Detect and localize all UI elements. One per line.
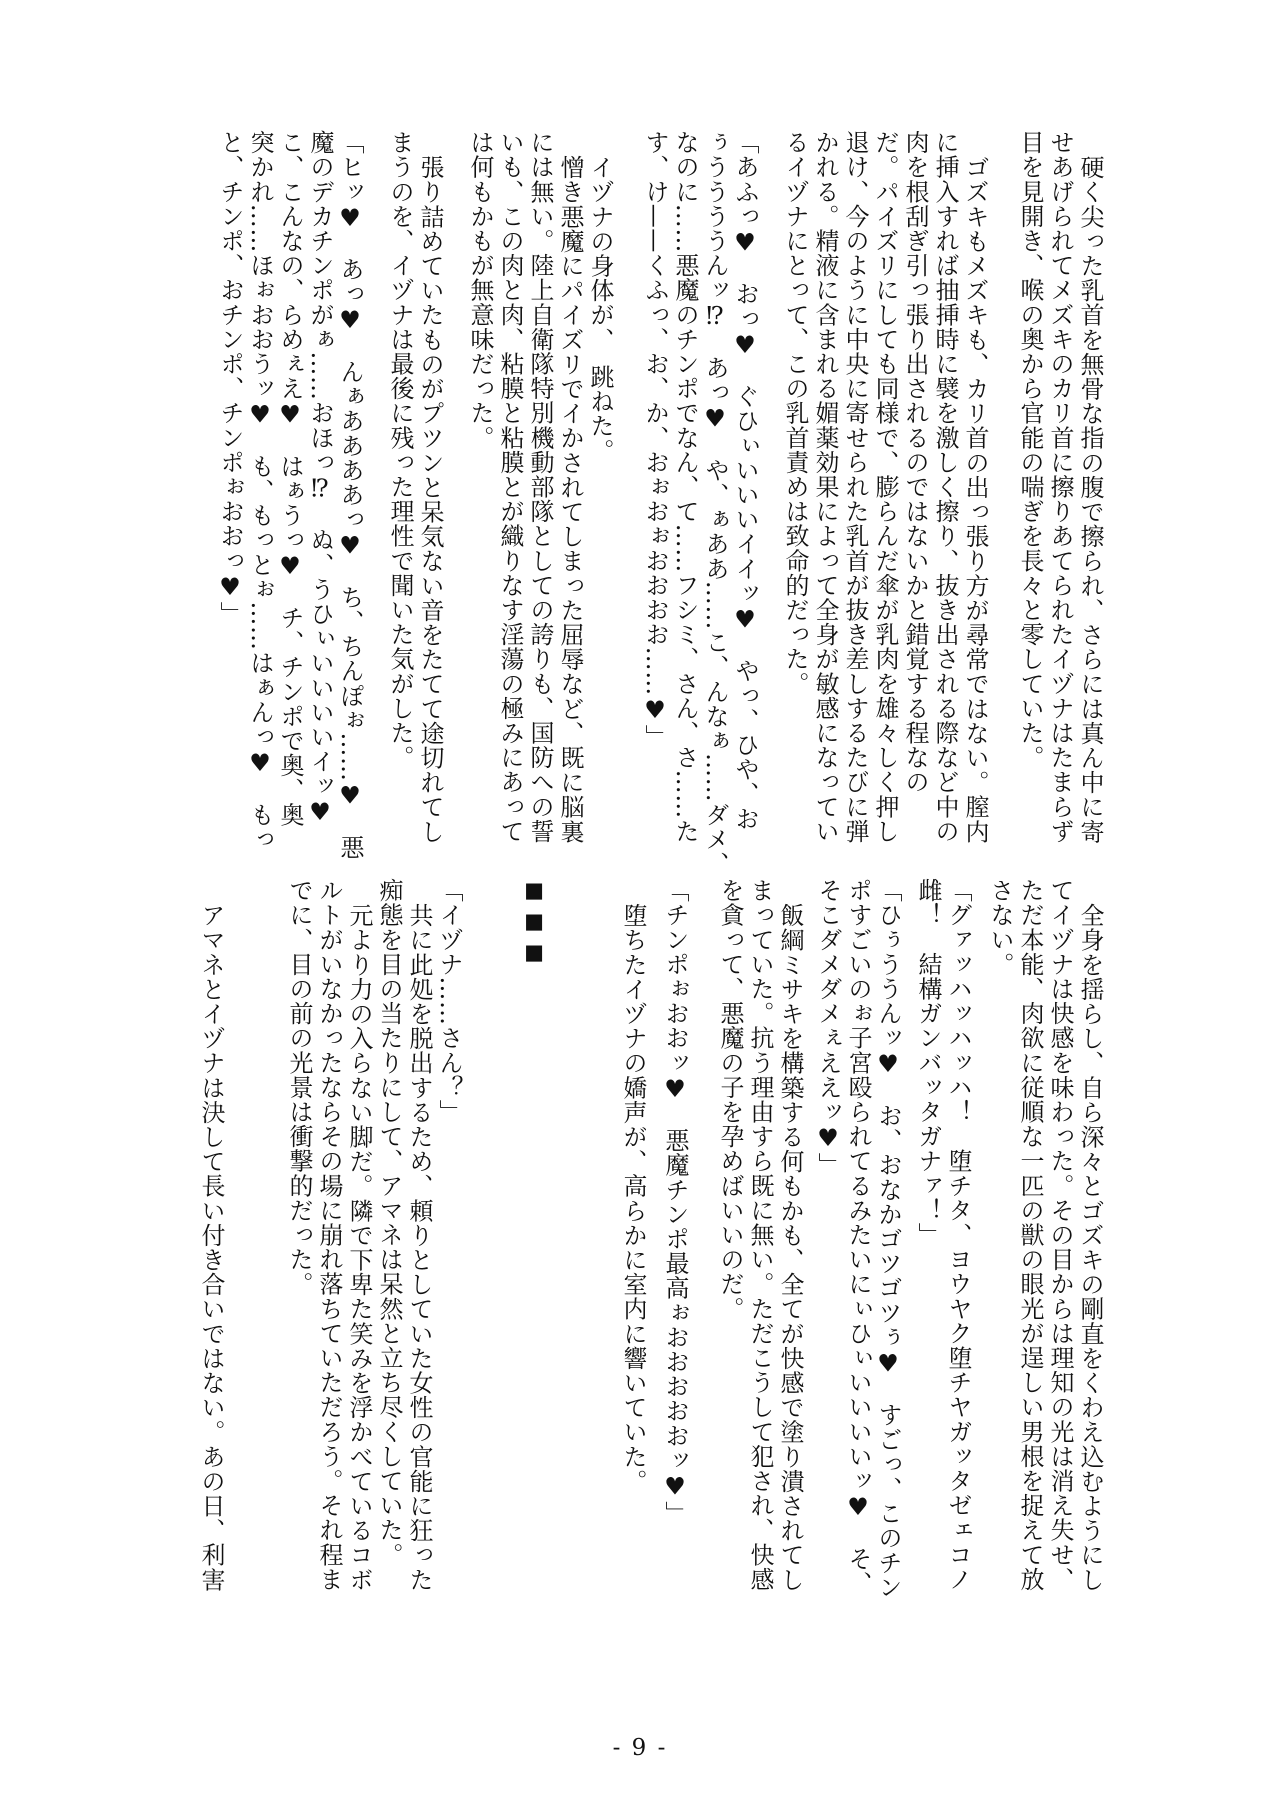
text-column: 痴態を目の当たりにして、アマネは呆然と立ち尽くしていた。 bbox=[375, 878, 403, 1567]
bottom-text-block bbox=[196, 878, 1105, 1608]
text-column: 堕ちたイヅナの嬌声が、高らかに室内に響いていた。 bbox=[619, 903, 647, 1494]
text-column: ゴズキもメズキも、カリ首の出っ張り方が尋常ではない。膣内 bbox=[961, 155, 989, 844]
text-column: 飯綱ミサキを構築する何もかも、全てが快感で塗り潰されてし bbox=[776, 903, 804, 1592]
text-column: 張り詰めていたものがプツンと呆気ない音をたてて途切れてし bbox=[416, 155, 444, 844]
text-column: 退け、今のように中央に寄せられた乳首が抜き差しするたびに弾 bbox=[841, 130, 869, 844]
text-column: 魔のデカチンポがぁ……おほっ⁉ ぬ、うひぃいいいいイッ♥ bbox=[306, 130, 334, 827]
text-column: 雌！ 結構ガンバッタガナァ！」 bbox=[914, 878, 942, 1247]
text-column: ただ本能、肉欲に従順な一匹の獣の眼光が逞しい男根を捉えて放 bbox=[1016, 878, 1044, 1592]
text-column: さない。 bbox=[986, 878, 1014, 977]
text-column: は何もかもが無意味だった。 bbox=[466, 130, 494, 450]
text-column: ポすごいのぉ子宮殴られてるみたいにぃひぃいいいいッ♥ そ、 bbox=[844, 878, 872, 1596]
text-column: 「チンポぉおおッ♥ 悪魔チンポ最高ぉおおおおおッ♥」 bbox=[661, 878, 689, 1526]
text-column: 「イヅナ……さん？」 bbox=[435, 878, 463, 1124]
text-column: 硬く尖った乳首を無骨な指の腹で擦られ、さらには真ん中に寄 bbox=[1076, 155, 1104, 844]
text-column: 「ヒッ♥ あっ♥ んぁああああっ♥ ち、ちんぽぉ……♥ 悪 bbox=[336, 130, 364, 860]
text-column: だ。パイズリにしても同様で、膨らんだ傘が乳肉を雄々しく押し bbox=[871, 130, 899, 844]
text-column: なのに……悪魔のチンポでなん、て……フシミ、さん、さ……た bbox=[671, 130, 699, 844]
text-column: かれる。精液に含まれる媚薬効果によって全身が敏感になってい bbox=[811, 130, 839, 844]
text-column: てイヅナは快感を味わった。その目からは理知の光は消え失せ、 bbox=[1046, 878, 1074, 1592]
text-column: でに、目の前の光景は衝撃的だった。 bbox=[285, 878, 313, 1297]
text-column: 目を見開き、喉の奥から官能の喘ぎを長々と零していた。 bbox=[1016, 130, 1044, 770]
text-column: と、チンポ、おチンポ、チンポぉおおっ♥」 bbox=[216, 130, 244, 626]
text-column: す、け——くふっ、お、か、おぉおぉおおおお……♥」 bbox=[641, 130, 669, 749]
text-column: を貪って、悪魔の子を孕めばいいのだ。 bbox=[716, 878, 744, 1321]
page-number: - 9 - bbox=[612, 1735, 668, 1761]
text-column: 共に此処を脱出するため、頼りとしていた女性の官能に狂った bbox=[405, 903, 433, 1592]
text-column: そこダメダメぇええッ♥」 bbox=[814, 878, 842, 1178]
top-text-block bbox=[215, 130, 1105, 876]
text-column: こ、こんなの、らめぇえ♥ はぁうっ♥ チ、チンポで奥、奥 bbox=[276, 130, 304, 827]
text-column: 「グァッハッハッハ！ 堕チタ、ヨウヤク堕チヤガッタゼェコノ bbox=[944, 878, 972, 1592]
text-column: まっていた。抗う理由すら既に無い。ただこうして犯され、快感 bbox=[746, 878, 774, 1592]
text-column: まうのを、イヅナは最後に残った理性で聞いた気がした。 bbox=[386, 130, 414, 770]
text-column: せあげられてメズキのカリ首に擦りあてられたイヅナはたまらず bbox=[1046, 130, 1074, 844]
text-column: には無い。陸上自衛隊特別機動部隊としての誇りも、国防への誓 bbox=[526, 130, 554, 844]
text-column: 「あふっ♥ おっ♥ ぐひぃいいいイイッ♥ やっ、ひや、お bbox=[731, 130, 759, 831]
text-column: 「ひぅううんッ♥ お、おなかゴツゴツぅ♥ すごっ、このチン bbox=[874, 878, 902, 1600]
text-column: ルトがいなかったならその場に崩れ落ちていただろう。それ程ま bbox=[315, 878, 343, 1592]
text-column: ぅううううんッ⁉ あっ♥ や、ぁああ……こ、んなぁ……ダメ、 bbox=[701, 130, 729, 876]
text-column: アマネとイヅナは決して長い付き合いではない。あの日、利害 bbox=[197, 903, 225, 1592]
text-column: 元より力の入らない脚だ。隣で下卑た笑みを浮かべているコボ bbox=[345, 903, 373, 1592]
text-column: イヅナの身体が、 跳ねた。 bbox=[586, 155, 614, 463]
text-column: 憎き悪魔にパイズリでイかされてしまった屈辱など、既に脳裏 bbox=[556, 155, 584, 844]
section-divider: ■■■ bbox=[522, 878, 546, 971]
text-column: るイヅナにとって、この乳首責めは致命的だった。 bbox=[781, 130, 809, 696]
text-column: 全身を揺らし、自ら深々とゴズキの剛直をくわえ込むようにし bbox=[1076, 903, 1104, 1592]
text-column: いも、この肉と肉、粘膜と粘膜とが織りなす淫蕩の極みにあって bbox=[496, 130, 524, 844]
text-column: 突かれ……ほぉおおうッ♥ も、もっとぉ……はぁんっ♥ もっ bbox=[246, 130, 274, 852]
text-column: 肉を根刮ぎ引っ張り出されるのではないかと錯覚する程なの bbox=[901, 130, 929, 795]
text-column: に挿入すれば抽挿時に襞を激しく擦り、抜き出される際など中の bbox=[931, 130, 959, 844]
